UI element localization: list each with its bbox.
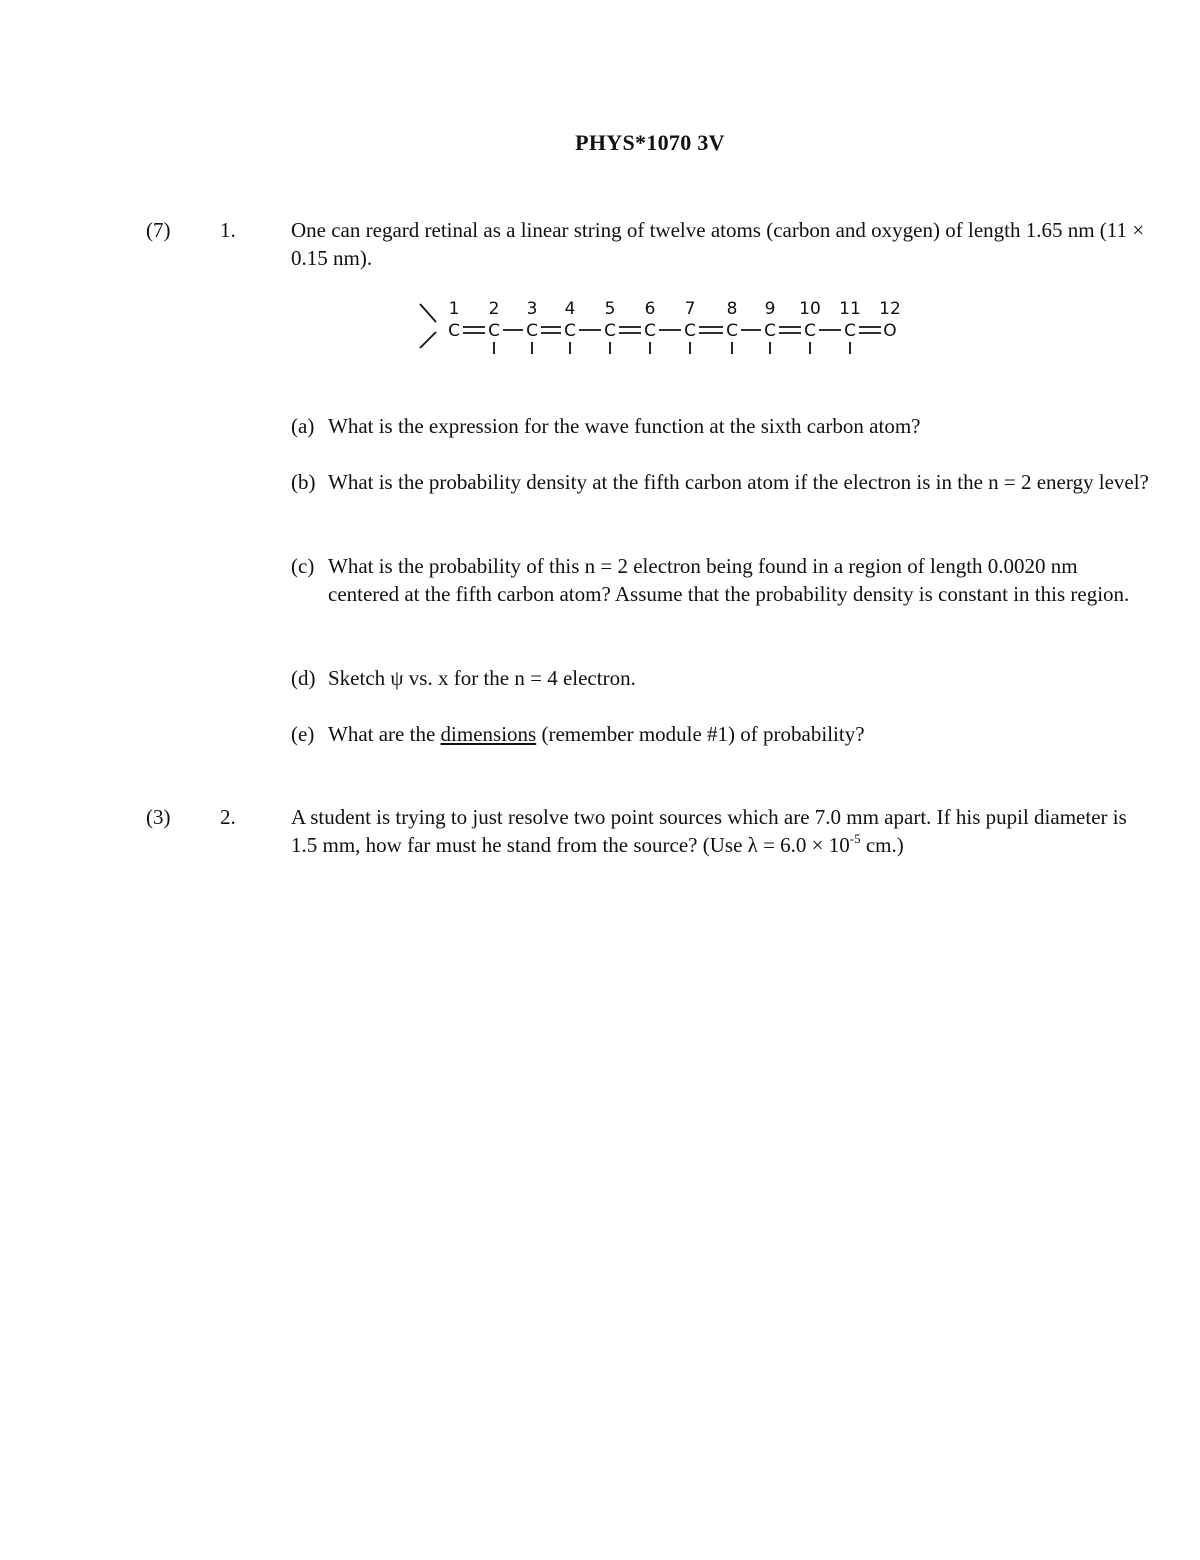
- atom-symbol: C: [526, 321, 538, 341]
- part-label: (b): [291, 470, 316, 494]
- question-1-part-c: [291, 552, 1151, 608]
- part-text: Sketch ψ vs. x for the n = 4 electron.: [328, 666, 636, 690]
- atom-number-label: 6: [644, 299, 656, 319]
- part-label: (a): [291, 414, 315, 438]
- atom-number-label: 4: [564, 299, 576, 319]
- question-2-marks: (3): [146, 805, 171, 829]
- atom-symbol: C: [448, 321, 460, 341]
- part-text-before: What are the: [328, 722, 441, 746]
- retinal-chain-diagram: [416, 292, 916, 364]
- question-2-text: [291, 803, 1151, 859]
- question-1-part-a: [291, 412, 1151, 440]
- wavelength-exponent: -5: [849, 831, 861, 846]
- atom-symbol: C: [488, 321, 500, 341]
- atom-symbol: C: [684, 321, 696, 341]
- atom-number-label: 10: [799, 299, 821, 319]
- part-text-after: (remember module #1) of probability?: [536, 722, 865, 746]
- part-label: (c): [291, 554, 315, 578]
- atom-symbol: C: [726, 321, 738, 341]
- question-2-number: 2.: [220, 805, 236, 829]
- page-title: PHYS*1070 3V: [575, 130, 725, 155]
- atom-symbol: C: [644, 321, 656, 341]
- atom-symbol: C: [564, 321, 576, 341]
- atom-symbol: C: [804, 321, 816, 341]
- part-text: What is the probability of this n = 2 electron being found in a region of length 0.0020 nm centered at the fifth carbon atom? Assume that the probability density is constant in this region.: [328, 554, 1130, 606]
- atom-number-label: 3: [526, 299, 538, 319]
- question-1-part-d: [291, 664, 1151, 692]
- question-1-number: 1.: [220, 218, 236, 242]
- atom-symbol: O: [883, 321, 897, 341]
- question-1-part-e: [291, 720, 1151, 748]
- atom-number-label: 12: [879, 299, 901, 319]
- part-label: (d): [291, 666, 316, 690]
- atom-symbol: C: [604, 321, 616, 341]
- underlined-term: dimensions: [440, 722, 537, 746]
- atom-number-label: 11: [839, 299, 861, 319]
- atom-number-label: 2: [488, 299, 500, 319]
- chain-end-bond-upper: [420, 304, 436, 322]
- part-text: What is the expression for the wave function at the sixth carbon atom?: [328, 414, 921, 438]
- atom-number-label: 7: [684, 299, 696, 319]
- question-2-text-end: cm.): [860, 833, 904, 857]
- atom-number-label: 8: [726, 299, 738, 319]
- chain-atoms-group: [448, 299, 901, 354]
- atom-symbol: C: [844, 321, 856, 341]
- question-1-part-b: [291, 468, 1151, 496]
- atom-number-label: 1: [448, 299, 460, 319]
- question-1-marks: (7): [146, 218, 171, 242]
- part-label: (e): [291, 722, 315, 746]
- question-1-text: One can regard retinal as a linear string of twelve atoms (carbon and oxygen) of length 1.65 nm (11 × 0.15 nm).: [291, 218, 1145, 270]
- part-text: What is the probability density at the fifth carbon atom if the electron is in the n = 2 energy level?: [328, 470, 1149, 494]
- part-text: [328, 720, 1151, 748]
- atom-number-label: 9: [764, 299, 776, 319]
- question-2-text-main: A student is trying to just resolve two point sources which are 7.0 mm apart. If his pupil diameter is 1.5 mm, how far must he stand from the source? (Use λ = 6.0 × 10: [291, 805, 1127, 857]
- atom-symbol: C: [764, 321, 776, 341]
- atom-number-label: 5: [604, 299, 616, 319]
- chain-end-bond-lower: [420, 332, 436, 348]
